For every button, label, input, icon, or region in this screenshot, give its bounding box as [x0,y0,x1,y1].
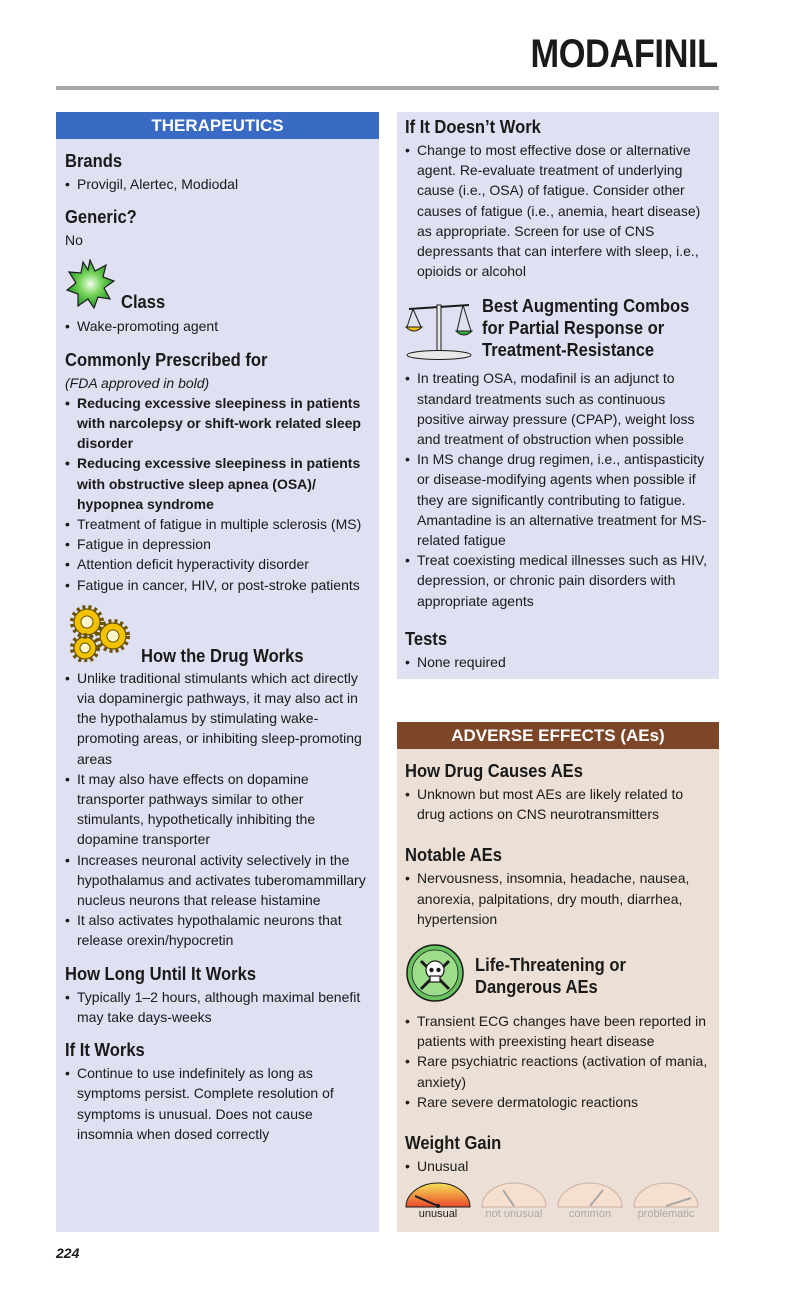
mechanism-item: • Unlike traditional stimulants which act directly via dopaminergic pathways, it may also act in the hypothalamus by stimulating wake-promoting areas, or inhibiting sleep-promoting areas [65,668,371,769]
class-section [65,259,371,336]
augmenting-heading-line: for Partial Response or [482,318,665,339]
gears-icon [65,604,133,667]
scale-icon [405,301,473,366]
notable-heading: Notable AEs [405,845,502,866]
adverse-effects-header: ADVERSE EFFECTS (AEs) [397,722,719,749]
indication-item: • Attention deficit hyperactivity disorder [65,554,371,574]
augmenting-section [405,295,711,610]
page-title: MODAFINIL [530,32,718,76]
notable-item: • Nervousness, insomnia, headache, nausea, anorexia, palpitations, dry mouth, diarrhea, hypertension [405,868,711,929]
indication-item: • Reducing excessive sleepiness in patients with obstructive sleep apnea (OSA)/ hypopnea syndrome [65,453,371,514]
how-drug-works-heading: How the Drug Works [141,645,304,666]
how-long-section [65,963,371,1027]
class-heading: Class [121,292,166,313]
mechanism-item: • Increases neuronal activity selectively in the hypothalamus and activates tuberomammillary nucleus neurons that release histamine [65,850,371,911]
generic-section [65,206,371,250]
commonly-prescribed-heading: Commonly Prescribed for [65,349,268,370]
gauge-label: not unusual [485,1208,543,1221]
if-doesnt-work-item: • Change to most effective dose or alternative agent. Re-evaluate treatment of underlying cause (i.e., OSA) of fatigue. Consider other causes of fatigue (i.e., anemia, heart disease) as appropriate. Screen for use of CNS depressants that can interfere with sleep, i.e., opioids or alcohol [405,140,711,281]
if-works-item: • Continue to use indefinitely as long as symptoms persist. Complete resolution of symptoms is unusual. Does not cause insomnia when dosed correctly [65,1063,371,1144]
class-item: • Wake-promoting agent [65,316,371,336]
weight-gain-section [405,1132,711,1221]
notable-section [405,844,711,929]
gauge-not-unusual [481,1182,547,1221]
generic-value: No [65,232,83,249]
indication-item: • Reducing excessive sleepiness in patients with narcolepsy or shift-work related sleep disorder [65,393,371,454]
generic-heading: Generic? [65,207,137,228]
brands-item: • Provigil, Alertec, Modiodal [65,174,371,194]
life-threatening-heading-line: Life-Threatening or [475,954,626,975]
mechanism-item: • It may also have effects on dopamine transporter pathways similar to other stimulants, hypothetically inhibiting the dopamine transporter [65,769,371,850]
indication-item: • Fatigue in depression [65,534,371,554]
gauge-problematic [633,1182,699,1221]
fda-note: (FDA approved in bold) [65,374,210,391]
gauge-label: unusual [418,1208,458,1221]
tests-item: • None required [405,652,711,672]
how-causes-item: • Unknown but most AEs are likely related to drug actions on CNS neurotransmitters [405,784,711,824]
life-threatening-item: • Transient ECG changes have been reported in patients with preexisting heart disease [405,1011,711,1051]
skull-crossbones-icon [405,943,465,1008]
life-threatening-item: • Rare psychiatric reactions (activation of mania, anxiety) [405,1051,711,1091]
if-works-heading: If It Works [65,1040,145,1061]
gauge-unusual [405,1182,471,1221]
if-doesnt-work-section [405,116,711,281]
weight-gain-gauge [405,1182,711,1221]
title-divider [56,86,719,90]
adverse-effects-panel [397,722,719,1232]
gauge-common [557,1182,623,1221]
how-drug-works-section [65,604,371,951]
tests-heading: Tests [405,628,448,649]
tests-section [405,628,711,672]
how-causes-section [405,760,711,824]
how-causes-heading: How Drug Causes AEs [405,761,583,781]
therapeutics-header: THERAPEUTICS [56,112,379,139]
mechanism-item: • It also activates hypothalamic neurons that release orexin/hypocretin [65,910,371,950]
life-threatening-heading-line: Dangerous AEs [475,976,598,997]
augmenting-item: • In treating OSA, modafinil is an adjunct to standard treatments such as continuous positive airway pressure (CPAP), weight loss and treatment of obstruction when possible [405,368,711,449]
gauge-label: common [568,1208,612,1221]
augmenting-heading-line: Best Augmenting Combos [482,296,690,317]
brands-section [65,150,371,194]
commonly-prescribed-section [65,349,371,595]
how-long-heading: How Long Until It Works [65,963,257,984]
if-doesnt-work-heading: If It Doesn’t Work [405,117,541,137]
how-long-item: • Typically 1–2 hours, although maximal benefit may take days-weeks [65,987,371,1027]
life-threatening-section [405,943,711,1112]
therapeutics-continued-panel [397,112,719,679]
augmenting-heading-line: Treatment-Resistance [482,340,655,361]
augmenting-item: • Treat coexisting medical illnesses such as HIV, depression, or chronic pain disorders with appropriate agents [405,550,711,611]
therapeutics-panel [56,112,379,1232]
augmenting-item: • In MS change drug regimen, i.e., antispasticity or disease-modifying agents when possible if they are significantly contributing to fatigue. Amantadine is an alternative treatment for MS-related fatigue [405,449,711,550]
brands-heading: Brands [65,151,123,171]
page-number: 224 [56,1245,80,1261]
starburst-icon [65,259,115,314]
indication-item: • Treatment of fatigue in multiple sclerosis (MS) [65,514,371,534]
weight-gain-heading: Weight Gain [405,1133,502,1154]
indication-item: • Fatigue in cancer, HIV, or post-stroke patients [65,575,371,595]
weight-gain-item: • Unusual [405,1156,711,1176]
gauge-label: problematic [637,1208,695,1221]
if-works-section [65,1039,371,1144]
life-threatening-item: • Rare severe dermatologic reactions [405,1092,711,1112]
